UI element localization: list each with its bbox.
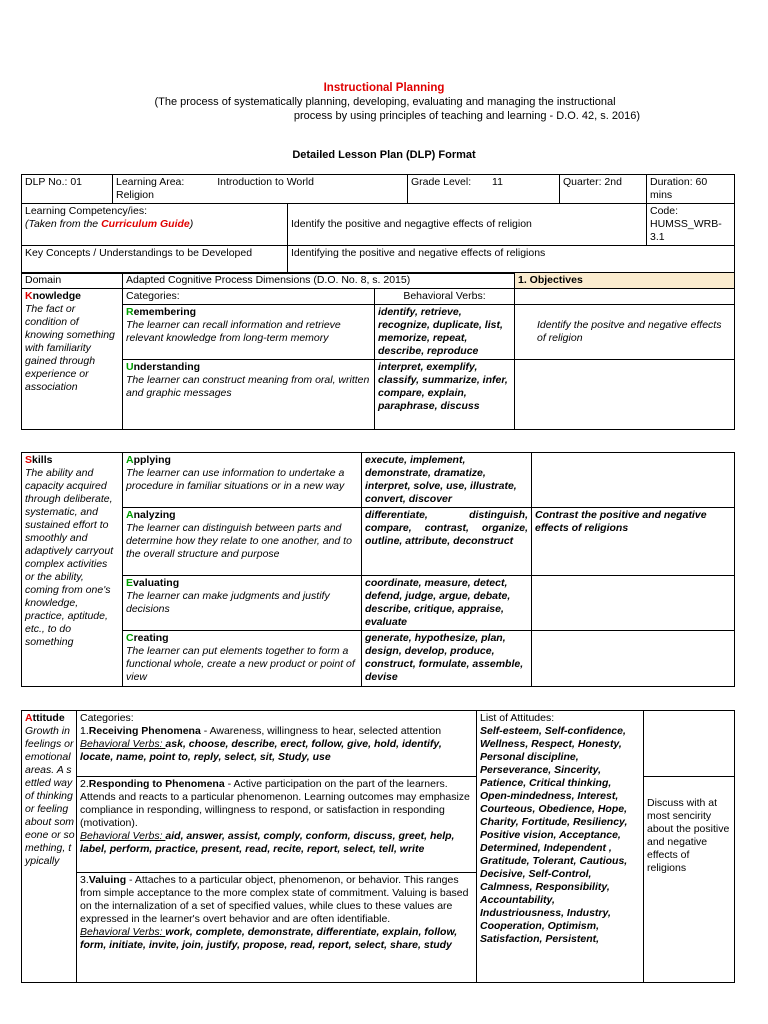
cat1-verbs: ask, choose, describe, erect, follow, give, hold, identify, locate, name, point to, reply, select, sit, Study, use <box>80 738 442 763</box>
learning-competencies-label-cell <box>22 204 288 246</box>
cat2-name: Responding to Phenomena <box>88 778 225 790</box>
key-concepts-label: Key Concepts / Understandings to be Developed <box>22 246 288 274</box>
learning-area <box>113 175 408 204</box>
knowledge-table <box>21 272 735 430</box>
creating-cell <box>123 631 362 687</box>
skills-title: kills <box>32 454 53 466</box>
page-title: Instructional Planning <box>323 82 445 94</box>
valuing-cell: 3.Valuing - Attaches to a particular object, phenomenon, or behavior. This ranges from simple acceptance to the more complex state of commitment. Valuing is based on the internalization of a set of specified values, while clues to these values are expressed in the learner's overt behavior and are often identifiable. Behavioral Verbs: work, complete, demonstrate, differentiate, explain, follow, form, initiate, invite, join, justify, propose, read, report, select, share, study <box>77 873 477 983</box>
learning-competencies-label: Learning Competency/ies: <box>25 205 147 217</box>
evaluating-description: The learner can make judgments and justify decisions <box>126 590 330 615</box>
analyzing-description: The learner can distinguish between parts and determine how they relate to one another, and to the overall structure and purpose <box>126 522 352 560</box>
cat1-verbs-label: Behavioral Verbs <box>80 738 160 750</box>
behavioral-verbs-header: Behavioral Verbs: <box>375 289 515 305</box>
applying-description: The learner can use information to undertake a procedure in familiar situations or in a new way <box>126 467 345 492</box>
domain-header: Domain <box>22 273 123 289</box>
remembering-verbs: identify, retrieve, recognize, duplicate, list, memorize, repeat, describe, reproduce <box>375 305 515 360</box>
attitude-list-label: List of Attitudes: <box>480 712 555 724</box>
attitude-objective-text: Discuss with at most sencirity about the positive and negative effects of religions <box>647 797 730 874</box>
competency-value: Identify the positive and negagtive effects of religion <box>291 218 532 230</box>
cat3-verbs: work, complete, demonstrate, differentiate, explain, follow, form, initiate, invite, join, justify, propose, read, report, select, share, study <box>80 926 458 951</box>
remembering-title: emembering <box>133 306 197 318</box>
applying-title: pplying <box>133 454 171 466</box>
attitude-table <box>21 710 735 983</box>
analyzing-title: nalyzing <box>133 509 176 521</box>
applying-letter: A <box>126 454 134 466</box>
cat3-description: - Attaches to a particular object, phenomenon, or behavior. This ranges from simple acceptance to the more complex state of commitment. Valuing is based on the internalization of a set of specified values, while clues to these values are expressed in the learner's overt behavior and are often identifiable. <box>80 874 469 925</box>
analyzing-verbs: differentiate, distinguish, compare, contrast, organize, outline, attribute, deconstruct <box>362 508 532 576</box>
attitude-description: Growth in feelings or emotional areas. A settled way of thinking or feeling about someone or something, typically <box>25 725 75 867</box>
knowledge-letter: K <box>25 290 33 302</box>
competencies-note-suffix: ) <box>189 218 194 230</box>
cat3-name: Valuing <box>88 874 127 886</box>
creating-letter: C <box>126 632 134 644</box>
duration: Duration: 60 mins <box>647 175 735 204</box>
cat1-number: 1. <box>80 725 89 737</box>
cat2-verbs: aid, answer, assist, comply, conform, discuss, greet, help, label, perform, practice, present, read, recite, report, select, tell, write <box>80 830 455 855</box>
learning-area-value: Introduction to World <box>217 176 314 188</box>
grade-level-value: 11 <box>492 176 503 188</box>
understanding-description: The learner can construct meaning from oral, written and graphic messages <box>126 374 370 399</box>
understanding-verbs: interpret, exemplify, classify, summarize, infer, compare, explain, paraphrase, discuss <box>375 360 515 430</box>
cat3-number: 3. <box>80 874 89 886</box>
understanding-cell <box>123 360 375 430</box>
dlp-number: DLP No.: 01 <box>22 175 113 204</box>
knowledge-domain-cell <box>22 289 123 430</box>
remembering-objective: Identify the positve and negative effects of religion <box>515 305 735 360</box>
analyzing-letter: A <box>126 509 134 521</box>
creating-title: reating <box>133 632 169 644</box>
competencies-note-prefix: (Taken from the <box>25 218 102 230</box>
cat2-description: - Active participation on the part of the learners. Attends and reacts to a particular phenomenon. Learning outcomes may emphasize compliance in responding, willingness to respond, or satisfaction in responding (motivation). <box>80 778 470 829</box>
format-title: Detailed Lesson Plan (DLP) Format <box>292 149 476 161</box>
attitude-objective <box>644 777 735 983</box>
applying-verbs: execute, implement, demonstrate, dramatize, interpret, solve, use, illustrate, convert, discover <box>362 453 532 508</box>
key-concepts-text: Identifying the positive and negative effects of religions <box>288 246 735 274</box>
evaluating-verbs: coordinate, measure, detect, defend, judge, argue, debate, describe, critique, appraise, evaluate <box>362 576 532 631</box>
attitude-categories-label: Categories: <box>80 712 134 724</box>
page-description-line2: process by using principles of teaching and learning - D.O. 42, s. 2016) <box>293 110 640 122</box>
competency-text <box>288 204 647 246</box>
knowledge-description: The fact or condition of knowing something with familiarity gained through experience or association <box>25 303 115 393</box>
creating-objective-empty <box>532 631 735 687</box>
remembering-description: The learner can recall information and retrieve relevant knowledge from long-term memory <box>126 319 341 344</box>
skills-domain-cell <box>22 453 123 687</box>
categories-header: Categories: <box>123 289 375 305</box>
applying-objective-empty <box>532 453 735 508</box>
attitude-domain-cell <box>22 711 77 983</box>
remembering-letter: R <box>126 306 134 318</box>
applying-cell <box>123 453 362 508</box>
learning-area-label: Learning Area: <box>116 176 185 188</box>
cat1-description: - Awareness, willingness to hear, selected attention <box>200 725 442 737</box>
analyzing-cell <box>123 508 362 576</box>
evaluating-cell <box>123 576 362 631</box>
creating-description: The learner can put elements together to form a functional whole, create a new product or point of view <box>126 645 355 683</box>
adapted-dimensions-header: Adapted Cognitive Process Dimensions (D.O. No. 8, s. 2015) <box>123 273 515 289</box>
evaluating-title: valuating <box>133 577 180 589</box>
cat2-verbs-label: Behavioral Verbs <box>80 830 160 842</box>
competency-code: Code: HUMSS_WRB-3.1 <box>647 204 735 246</box>
page-description-line1: (The process of systematically planning, developing, evaluating and managing the instructional <box>154 96 616 108</box>
creating-verbs: generate, hypothesize, plan, design, develop, produce, construct, formulate, assemble, devise <box>362 631 532 687</box>
objectives-header: 1. Objectives <box>515 273 735 289</box>
knowledge-title: nowledge <box>32 290 82 302</box>
understanding-objective-empty <box>515 360 735 430</box>
cat1-name: Receiving Phenomena <box>88 725 201 737</box>
analyzing-objective: Contrast the positive and negative effects of religions <box>532 508 735 576</box>
objective-empty-cell <box>515 289 735 305</box>
grade-level <box>408 175 560 204</box>
cat3-verbs-label: Behavioral Verbs <box>80 926 160 938</box>
skills-description: The ability and capacity acquired through deliberate, systematic, and sustained effort to smoothly and adaptively carryout complex activities or the ability, coming from one's knowledge, practice, aptitude, etc., to do something <box>25 467 114 648</box>
dlp-info-table <box>21 174 735 274</box>
receiving-phenomena-cell: Categories: 1.Receiving Phenomena - Awareness, willingness to hear, selected attention Behavioral Verbs: ask, choose, describe, erect, follow, give, hold, identify, locate, name, point to, reply, select, sit, Study, use <box>77 711 477 777</box>
understanding-title: nderstanding <box>133 361 201 373</box>
grade-level-label: Grade Level: <box>411 176 472 188</box>
attitude-title: ttitude <box>32 712 65 724</box>
learning-area-value-line2: Religion <box>116 189 154 201</box>
evaluating-objective-empty <box>532 576 735 631</box>
evaluating-letter: E <box>126 577 134 589</box>
remembering-cell <box>123 305 375 360</box>
skills-table <box>21 452 735 687</box>
attitude-objective-empty <box>644 711 735 777</box>
attitude-list: Self-esteem, Self-confidence, Wellness, Respect, Honesty, Personal discipline, Perseverance, Sincerity, Patience, Critical thinking, Open-mindedness, Interest, Courteous, Obedience, Hope, Charity, Fortitude, Resiliency, Positive vision, Acceptance, Determined, Independent , Gratitude, Tolerant, Cautious, Decisive, Self-Control, Calmness, Responsibility, Accountability, Industriousness, Industry, Cooperation, Optimism, Satisfaction, Persistent, <box>480 725 628 945</box>
understanding-letter: U <box>126 361 134 373</box>
cat2-number: 2. <box>80 778 89 790</box>
curriculum-guide-highlight: Curriculum Guide <box>101 218 190 230</box>
responding-phenomena-cell: 2.Responding to Phenomena - Active participation on the part of the learners. Attends and reacts to a particular phenomenon. Learning outcomes may emphasize compliance in responding, willingness to respond, or satisfaction in responding (motivation). Behavioral Verbs: aid, answer, assist, comply, conform, discuss, greet, help, label, perform, practice, present, read, recite, report, select, tell, write <box>77 777 477 873</box>
attitude-list-cell <box>477 711 644 983</box>
quarter: Quarter: 2nd <box>560 175 647 204</box>
attitude-letter: A <box>25 712 33 724</box>
skills-letter: S <box>25 454 33 466</box>
